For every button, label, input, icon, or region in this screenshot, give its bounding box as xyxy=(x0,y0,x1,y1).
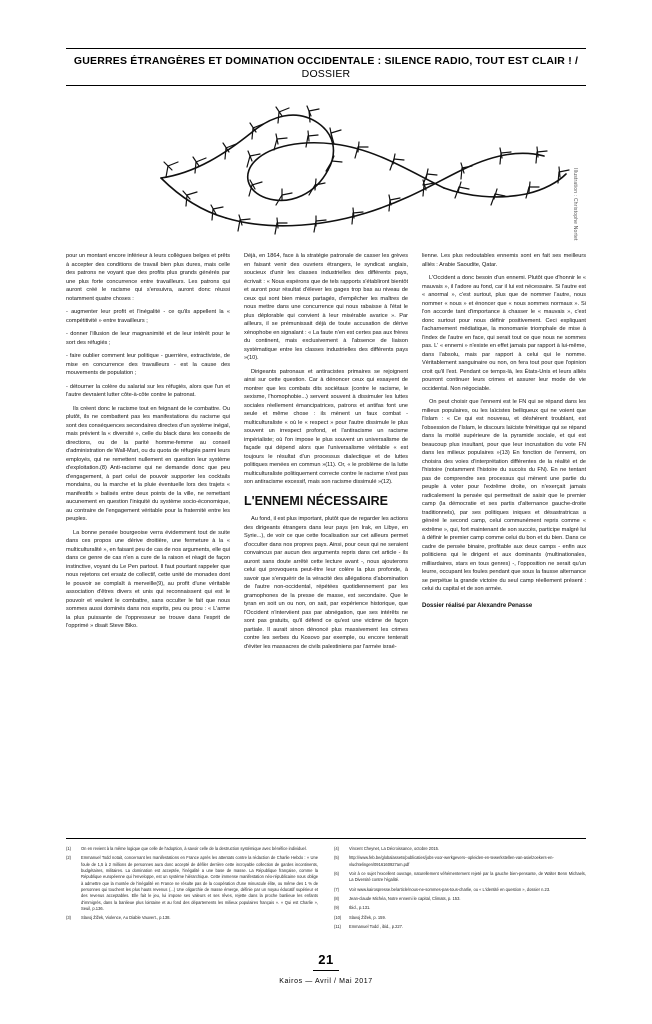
footnote-number: (10) xyxy=(334,914,342,920)
footnote-number: (11) xyxy=(334,924,341,930)
footnote xyxy=(66,846,318,852)
footnote xyxy=(334,924,586,930)
footnotes-divider xyxy=(66,838,586,839)
footnote-text: Voir www.kairospresse.be/article/nous-ne-sommes-pas-tous-charlie, ou « L'identité en question », dossier n.23. xyxy=(349,886,551,892)
paragraph: Ils créent donc le racisme tout en feignant de le combattre. Ou plutôt, ils ne combattent pas les manifestations du racisme qui sont des conséquences secondaires directes d'un système inégal, mais prévient la « diversité », celle du black dans les conseils de directions, ou de la parité homme-femme au conseil d'administration de Wall-Mart, ou du quota de réfugiés parmi leurs employés, qui ne remettent nullement en question leur système d'exploitation.(8) Anti-racisme qui ne demande donc que peu d'engagement, à part celui de pouvoir supporter les cocktails mondains, ou la marche et la pluie éventuelle lors des trajets « manifestifs » balisés entre deux points de la ville, ne remettant aucunement en question l'iniquité du système socio-économique, au contraire de l'engagement véritable pour la fraternité entre les peuples. xyxy=(66,405,231,522)
footnote xyxy=(334,896,586,902)
footer-divider xyxy=(313,970,339,971)
illustration-credit: Illustration : Christophe Nortet xyxy=(572,168,578,241)
footnote-number: (9) xyxy=(334,905,340,911)
footnote-text: Ibid., p.131. xyxy=(349,905,371,911)
paragraph: L'Occident a donc besoin d'un ennemi. Plutôt que d'honnir le « mauvais », il l'adore au fond, car il lui est nécessaire. Si l'autre est « anormal », c'est surtout, plus que de nommer l'autre, nous nommer « nous » et énoncer que « nous sommes normaux ». Si l'on accorde tant d'importance à chasser le « mauvais », c'est donc surtout pour nous définir positivement. Ceci expliquant l'acharnement médiatique, la monomanie triomphale de mise à l'index de l'autre en face, qui serait tout ce que nous ne sommes pas. L' « ennemi » n'existe en effet jamais par rapport à lui-même, dans l'absolu, mais par rapport à celui qui le nomme. Véritablement sanguinaire ou non, on fera tout pour que l'opinion croit qu'il l'est. Pendant ce temps-là, les États-Unis et leurs alliés pourront continuer leurs crimes et assurer leur mode de vie occidental. Non négociable. xyxy=(422,275,586,392)
footnote xyxy=(334,871,586,884)
page-footer xyxy=(0,952,652,985)
footnote xyxy=(66,915,318,921)
footnote xyxy=(334,855,586,868)
footnotes-column-left xyxy=(66,846,318,933)
footnote-number: (5) xyxy=(334,855,340,861)
footnote-text: Jean-claude Michéa, Notre ennemi le capital, Climats, p. 153. xyxy=(349,896,461,902)
paragraph: - augmenter leur profit et l'inégalité - ce qu'ils appellent la « compétitivité » entre travailleurs ; xyxy=(66,309,230,324)
paragraph: La bonne pensée bourgeoise verra évidemment tout de suite dans ces propos une dérive droitière, une fermeture à la « multiculturalité », en faisant peu de cas de nos arguments, elle qui dans ce genre de cas n'en a cure de la raison et réagit de façon instinctive, voyant du Le Pen partout. Il faut pourtant rappeler que nous rejetons cet ersatz de collectif, cette unité de monades dont le pouvoir se complaît à merveille(9), au profit d'une véritable association d'êtres divers et unis qui reconnaissent qui est le pouvoir et veulent le combattre, sans occulter le fait que nous sommes aussi dominés dans nos esprits, peu ou prou : « L'arme la plus puissante de l'oppresseur se trouve dans l'esprit de l'opprimé » disait Steve Biko. xyxy=(66,529,230,629)
page-number: 21 xyxy=(318,952,334,967)
footnote-text: Emmanuel Todd notait, concernant les manifestations en France après les attentats contre la rédaction de Charlie Hebdo : « Une foule de 1,5 à 2 millions de personnes aura donc accepté de défiler derrière cette incroyable collection de gardes incontinents, budgétaires, militaires. La domination est acceptée, l'inégalité a une base de masse. La République française, comme la République européenne qui l'enveloppe, est un système hiérarchique. Cette immense manifestation néo-républicaine nous oblige à admettre que la montée de l'inégalité en France ne résulte pas de la coopération d'une minuscule élite, ou même des 1 % de personnes qui touchent les plus hauts revenus (...) Une oligarchie de masse émerge, définie par un noyau éducatif supérieur et des revenus acceptables. Elle fait le jeu, lui impose ses valeurs et ses rêves, rejette dans la proche banlieue les enfants d'immigrés, dans la banlieue plus lointaine et au fond des départements les milieux populaires français ». « Qui est Charlie », Seuil, p.136. xyxy=(81,855,318,912)
footnote-link[interactable]: http://www.feb.be/globalassets/publicaties/jobs-voor-werkgevers--opleiden-en-tewerkstellen-van-asielzoekers-en-vluchtelingen/0916160927am.pdf xyxy=(349,855,554,867)
page-title-separator: / xyxy=(571,55,579,67)
publication-line: Kairos — Avril / Mai 2017 xyxy=(279,978,373,985)
footnote xyxy=(66,855,318,912)
section-heading: L'ENNEMI NÉCESSAIRE xyxy=(244,493,388,508)
footnotes-column-right xyxy=(334,846,586,933)
footnote xyxy=(334,905,586,911)
barbed-wire-heart-illustration xyxy=(66,78,586,243)
footnotes xyxy=(66,846,586,933)
footnote-text: Slavoj Žižek, Violence, Au Diable Vauvert., p.138. xyxy=(81,915,171,921)
column-2 xyxy=(244,252,408,827)
article-body xyxy=(66,252,586,827)
footnote-number: (7) xyxy=(334,886,340,892)
footnote-text: Vincent Cheynet, La Décroissance, octobre 2015. xyxy=(349,846,440,851)
footnote-number: (2) xyxy=(66,855,72,861)
paragraph: pour un montant encore inférieur à leurs collègues belges et prêts à accepter des conditions de travail bien plus dures, mais celle des patrons ne voyant que des profits plus grands générés par une plus forte concurrence entre travailleurs. Les patrons qui auront créé le racisme qui s'ensuivra, auront donc réussi notamment quatre choses : xyxy=(66,253,230,302)
paragraph: - détourner la colère du salarial sur les réfugiés, alors que l'un et l'autre devraient lutter côte-à-côte contre le patronat. xyxy=(66,383,230,398)
footnote-number: (4) xyxy=(334,846,340,851)
paragraph: Déjà, en 1864, face à la stratégie patronale de casser les grèves en faisant venir des ouvriers étrangers, le syndicat anglais, soucieux d'unir les classes industrielles des différents pays, écrivait : « Nous espérons que de tels rapports s'établiront bientôt et auront pour résultat d'élever les gages trop bas au niveau de ceux qui sont bien mieux partagés, d'empêcher les maîtres de nous mettre dans une concurrence qui nous rabaisse à l'état le plus déplorable qui convient à leur misérable avarice ». Par ailleurs, il se prémunissait déjà de toute accusation de dérive xénophobe en signalant : « La faute n'en est certes pas aux frères du continent, mais exclusivement à l'absence de liaison systématique entre les classes industrielles des différents pays »(10). xyxy=(244,253,408,361)
paragraph: On peut choisir que l'ennemi est le FN qui se répand dans les milieux populaires, ou les laïcistes belliqueux qui ne voient que l'Islam : « Ce qui est nouveau, et déshérent troublant, est l'obsession de l'Islam, le discours laïciste frénétique qui se répand dans la moitié supérieure de la pyramide sociale, et qui est beaucoup plus insultant, pour que leur incrustation du vote FN dans les milieux populaires »(13) En fonction de l'ennemi, on choisira des voies d'interprétation différentes de la réalité et de l'histoire (notamment l'histoire du succès du FN). En ne tentant pas de comprendre ses processus qui mènent une partie du peuple à voter pour l'extrême droite, on n'exerçait jamais radicalement la pensée qui permettrait de saisir que le premier camp (la démocratie et ses partis d'alternance gauche-droite traditionnels), par ses politiques iniques et désastratricas a généré le second camp, celui communément repris comme « extrême », qui, fort maintenant de son succès, participe malgré lui à définir le premier camp comme celui du bon et du bien. Dans ce cadre de pensée binaire, profitable aux deux camps - enfin aux politiciens qui le dirigent et aux dominants (multinationales, milliardaires, stars en tous genres) -, l'opposition ne serait qu'un leurre, occupant les foules pendant que sous la fausse alternance se perpétue la grande victoire du seul camp réellement présent : celui du capital et de son armée. xyxy=(422,399,586,592)
footnote xyxy=(334,846,586,852)
footnote-text: Slavoj Žižek, p. 159. xyxy=(349,914,386,920)
footnote xyxy=(334,887,586,893)
footnote-text: On en revient à la même logique que celle de l'adoption, à savoir celle de la destruction systémique avec bénéfice individuel. xyxy=(81,846,307,851)
paragraph: Dirigeants patronaux et antiracistes primaires se rejoignent ainsi sur cette question. Car à dénoncer ceux qui essayent de montrer que les combats dits sociétaux (contre le racisme, le sexisme, l'homophobie...) servent souvent à dissimuler les luttes sociales réellement émancipatrices, patrons et antifas font une seule et même chose : ils mènent un faux combat - multiculturaliste « où le « respect » pour l'autre dissimule le plus souvent un irrespect profond, et l'antiracisme un racisme impérialiste; où l'on impose le plus souvent un universalisme de façade qui dépend alors que l'universalisme véritable « est toujours le résultat d'un processus dialectique et de luttes politiques menées en commun »(11). Or, « le problème de la lutte multiculturaliste politiquement correcte contre le racisme n'est pas son antiracisme excessif, mais son racisme dissimulé »(12). xyxy=(244,368,408,485)
footnote-text: Emmanuel Todd , ibid., p.227. xyxy=(349,924,404,930)
paragraph: - faire oublier comment leur politique - guerrière, extractiviste, de mise en concurrence des travailleurs - est la cause des mouvements de population ; xyxy=(66,353,230,376)
page-title xyxy=(66,55,586,80)
footnote-number: (3) xyxy=(66,915,72,921)
footnote-number: (6) xyxy=(334,871,340,877)
header-rule-top xyxy=(66,48,586,49)
paragraph: lienne. Les plus redoutables ennemis sont en fait ses meilleurs alliés : Arabie Saoudite, Qatar. xyxy=(422,253,586,268)
column-3 xyxy=(422,252,586,827)
page-title-main: GUERRES ÉTRANGÈRES ET DOMINATION OCCIDENTALE : SILENCE RADIO, TOUT EST CLAIR ! xyxy=(73,55,572,67)
footnote xyxy=(334,915,586,921)
footnote-number: (1) xyxy=(66,846,72,851)
page-title-dossier: DOSSIER xyxy=(301,67,351,80)
article-byline: Dossier réalisé par Alexandre Penasse xyxy=(422,602,533,609)
paragraph: - donner l'illusion de leur magnanimité et de leur intérêt pour le sort des réfugiés ; xyxy=(66,331,230,346)
footnote-number: (8) xyxy=(334,896,340,902)
column-1 xyxy=(66,252,230,827)
paragraph: Au fond, il est plus important, plutôt que de regarder les actions des dirigeants étrangers dans leur pays (en Irak, en Libye, en Syrie...), de voir ce que cette focalisation sur cet ailleurs permet d'occulter dans nos propres pays. Ainsi, pour ceux qui ne seraient convaincus par aucun des arguments repris dans cet article - ils auront sans doute arrêté cette lecture avant -, nous ajouterons celui qui provoquera peut-être leur colère la plus profonde, à savoir que s'enquérir de la véracité des allégations d'abomination de l'autre non-occidental, répétées quotidiennement par les gramophones de la presse de masse, est secondaire. Que le tyran en soit un ou non, on sait, par expérience historique, que l'Occident n'interviient pas par abnégation, que ses intérêts ne sont pas gratuits, qu'il défend ce qu'est une victime de façon partiale. Il aurait sinon dénoncé plus massivement les crimes contre les serbes du Kosovo par exemple, ou encore tenterait d'éviter les massacres de civils palestiniens par l'armée israé- xyxy=(244,516,408,650)
footnote-text: Voir à ce sujet l'excellent ouvrage, naturellement véhémentement rejeté par la gauche bien-pensante, de Walter Benn Michaels, La Diversité contre l'égalité. xyxy=(349,871,586,883)
